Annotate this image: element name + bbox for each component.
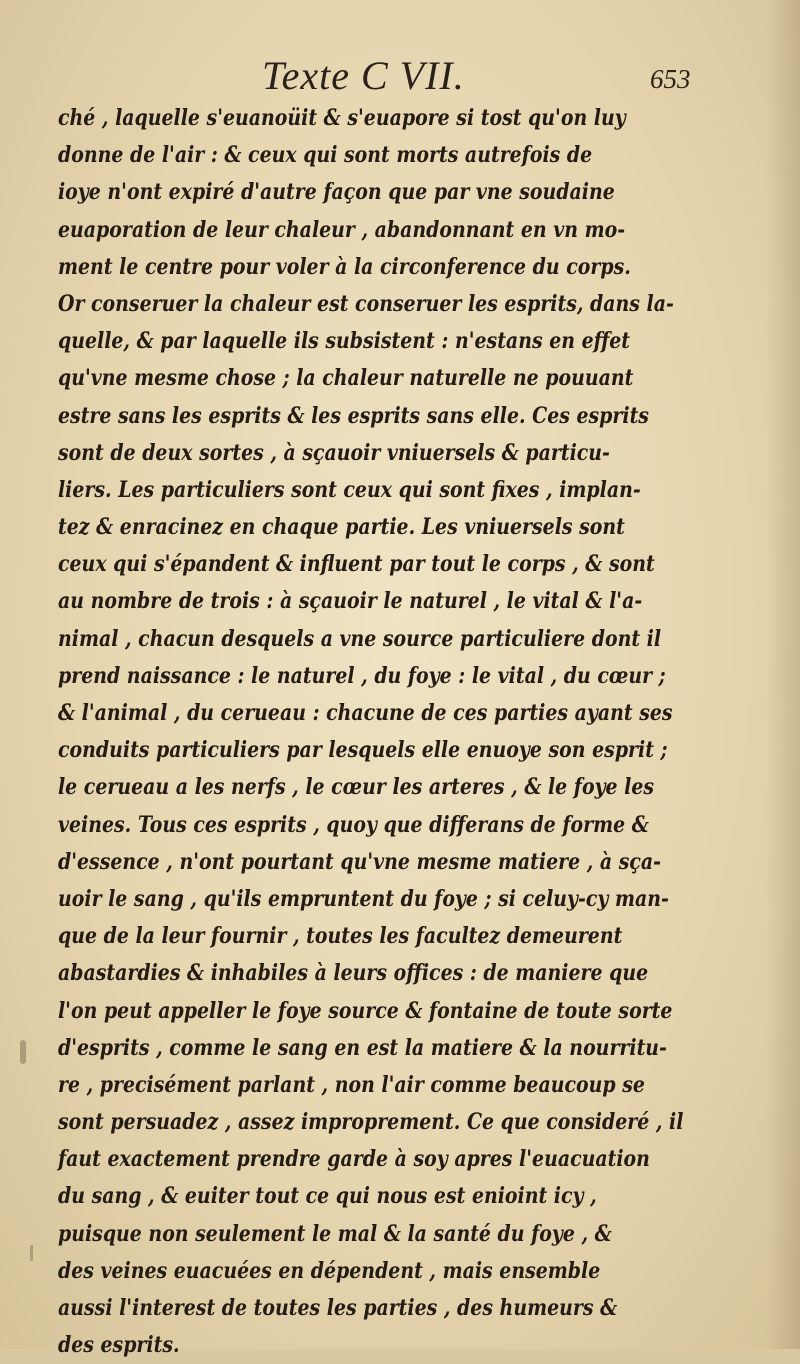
text-line: du sang , & euiter tout ce qui nous est enioint icy , <box>58 1183 597 1210</box>
text-line: d'essence , n'ont pourtant qu'vne mesme matiere , à sça- <box>58 848 662 875</box>
text-line: tez & enracinez en chaque partie. Les vniuersels sont <box>58 514 625 541</box>
text-line: nimal , chacun desquels a vne source particuliere dont il <box>58 625 662 652</box>
text-line: au nombre de trois : à sçauoir le naturel , le vital & l'a- <box>58 588 643 615</box>
ink-mark <box>30 1245 33 1261</box>
text-line: puisque non seulement le mal & la santé du foye , & <box>58 1220 612 1247</box>
text-line: le cerueau a les nerfs , le cœur les arteres , & le foye les <box>58 774 655 801</box>
running-head <box>0 52 800 102</box>
text-line: re , precisément parlant , non l'air comme beaucoup se <box>58 1071 645 1098</box>
text-line: qu'vne mesme chose ; la chaleur naturelle ne pouuant <box>58 365 634 392</box>
body-text <box>58 100 766 1364</box>
text-line: veines. Tous ces esprits , quoy que differans de forme & <box>58 811 649 838</box>
text-line: Or conseruer la chaleur est conseruer les esprits, dans la- <box>58 290 674 317</box>
text-line: d'esprits , comme le sang en est la matiere & la nourritu- <box>58 1034 667 1061</box>
page-number: 653 <box>650 64 691 94</box>
text-line: abastardies & inhabiles à leurs offices : de maniere que <box>58 960 649 987</box>
text-line: aussi l'interest de toutes les parties , des humeurs & <box>58 1295 618 1321</box>
text-line: prend naissance : le naturel , du foye : le vital , du cœur ; <box>58 662 666 689</box>
text-line: ché , laquelle s'euanoüit & s'euapore si tost qu'on luy <box>58 105 626 131</box>
text-line: ioye n'ont expiré d'autre façon que par vne soudaine <box>58 179 615 206</box>
ink-smudge <box>20 1040 26 1064</box>
text-line: euaporation de leur chaleur , abandonnant en vn mo- <box>58 216 626 243</box>
running-title: Texte C VII. <box>262 53 465 98</box>
text-line: sont persuadez , assez improprement. Ce que consideré , il <box>58 1109 684 1136</box>
text-line: donne de l'air : & ceux qui sont morts autrefois de <box>58 142 593 169</box>
text-line: ment le centre pour voler à la circonference du corps. <box>58 253 631 280</box>
text-line: l'on peut appeller le foye source & fontaine de toute sorte <box>58 997 673 1024</box>
page-edge-shadow <box>766 0 800 1349</box>
text-line: liers. Les particuliers sont ceux qui sont fixes , implan- <box>58 476 641 503</box>
text-line: quelle, & par laquelle ils subsistent : n'estans en effet <box>58 328 631 355</box>
text-line: sont de deux sortes , à sçauoir vniuersels & particu- <box>58 439 610 466</box>
text-line: faut exactement prendre garde à soy apres l'euacuation <box>58 1146 650 1173</box>
text-line: & l'animal , du cerueau : chacune de ces parties ayant ses <box>58 700 673 726</box>
text-line: conduits particuliers par lesquels elle enuoye son esprit ; <box>58 737 668 764</box>
text-line: que de la leur fournir , toutes les facultez demeurent <box>58 923 623 950</box>
text-line: estre sans les esprits & les esprits sans elle. Ces esprits <box>58 402 649 429</box>
text-line: ceux qui s'épandent & influent par tout le corps , & sont <box>58 551 655 578</box>
text-line: des esprits. <box>58 1332 180 1359</box>
text-line: uoir le sang , qu'ils empruntent du foye ; si celuy-cy man- <box>58 885 669 912</box>
text-line: des veines euacuées en dépendent , mais ensemble <box>58 1257 601 1284</box>
